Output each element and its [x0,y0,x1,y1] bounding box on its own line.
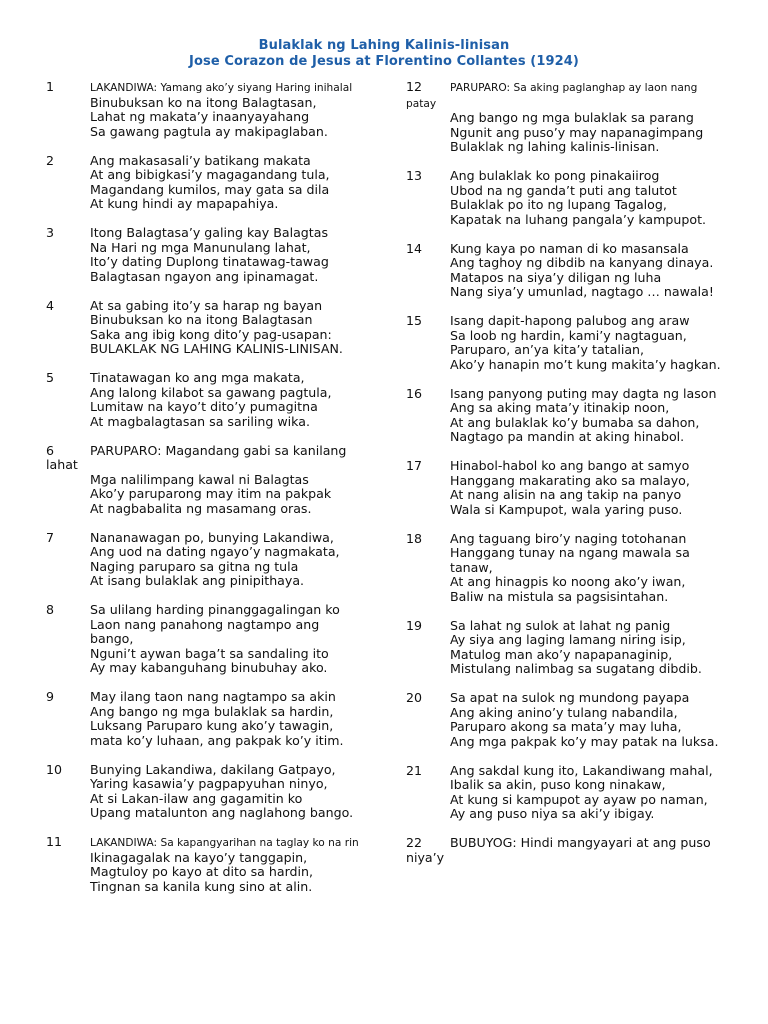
verse-line: Nagtago pa mandin at aking hinabol. [450,429,685,444]
verse-line: Ang aking anino’y tulang nabandila, [450,704,678,720]
stanza-11 [46,835,364,894]
verse-line: At ang bibigkasi’y magagandang tula, [90,167,330,182]
verse-line: Ubod na ng ganda’t puti ang talutot [450,182,677,198]
stanza-number: 6 [46,442,55,458]
verse-line: At isang bulaklak ang pinipithaya. [90,573,305,588]
stanza-number: 11 [46,834,63,849]
stanza-number: 8 [46,602,55,617]
verse-line: Ang bango ng mga bulaklak sa parang [450,110,694,125]
verse-line: LAKANDIWA: Sa kapangyarihan na taglay ko na rin [90,837,359,849]
poem-authors: Jose Corazon de Jesus at Florentino Collantes (1924) [189,54,579,69]
stanza-20 [406,691,724,749]
stanza-number: 10 [46,761,63,777]
verse-line: Ang uod na dating ngayo’y nagmakata, [90,544,340,559]
stanza-number: 19 [406,617,423,633]
stanza-15 [406,314,724,372]
verse-line: Sa loob ng hardin, kami’y nagtaguan, [450,327,687,343]
verse-line: Hanggang tunay na ngang mawala sa tanaw, [450,545,690,575]
verse-line: Ang taghoy ng dibdib na kanyang dinaya. [450,255,714,270]
verse-line: Magandang kumilos, may gata sa dila [90,181,330,197]
stanza-12 [406,80,724,155]
stanza-first-line [406,242,724,257]
verse-line: At ang bulaklak ko’y bumaba sa dahon, [450,414,700,430]
verse-line: Ay may kabanguhang binubuhay ako. [90,660,328,675]
verse-line: Nananawagan po, bunying Lakandiwa, [90,529,334,545]
verse-line: Ang mga pakpak ko’y may patak na luksa. [450,733,719,749]
verse-line: Itong Balagtasa’y galing kay Balagtas [90,225,329,240]
stanza-first-line [46,763,364,778]
verse-line: Ako’y hanapin mo’t kung makita’y hagkan. [450,356,721,372]
stanza-19 [406,619,724,677]
verse-line: Sa apat na sulok ng mundong payapa [450,690,690,705]
left-column [46,80,364,909]
right-column [406,80,724,880]
verse-line: At nang alisin na ang takip na panyo [450,487,682,502]
verse-line: Na Hari ng mga Manunulang lahat, [90,239,311,255]
verse-line: Laon nang panahong nagtampo ang bango, [90,616,320,646]
verse-line: Bulaklak po ito ng lupang Tagalog, [450,197,667,212]
verse-line: Tinatawagan ko ang mga makata, [90,370,305,385]
verse-line: Mistulang nalimbag sa sugatang dibdib. [450,661,702,676]
verse-line: Matulog man ako’y napapanaginip, [450,646,673,662]
stanza-first-line [46,690,364,705]
verse-line: Sa gawang pagtula ay makipaglaban. [90,123,328,139]
verse-line: Kung kaya po naman di ko masansala [450,240,689,256]
stanza-4 [46,299,364,357]
stanza-21 [406,764,724,822]
stanza-14 [406,242,724,300]
stanza-number: 14 [406,240,423,256]
stanza-first-line [406,836,724,865]
stanza-6 [46,444,364,517]
stanza-number: 13 [406,168,423,183]
verse-line: Isang panyong puting may dagta ng lason [450,385,717,401]
verse-line: Ang sa aking mata’y itinakip noon, [450,400,670,415]
stanza-first-line [406,764,724,779]
verse-line: Ang lalong kilabot sa gawang pagtula, [90,384,332,400]
verse-line: Ang taguang biro’y naging totohanan [450,530,687,546]
verse-line: Hanggang makarating ako sa malayo, [450,472,690,488]
verse-line: Tingnan sa kanila kung sino at alin. [90,878,313,894]
verse-line: At magbalagtasan sa sariling wika. [90,413,310,429]
stanza-first-line [406,691,724,706]
verse-line: Binubuksan ko na itong Balagtasan, [90,94,317,110]
verse-line: Ibalik sa akin, puso kong ninakaw, [450,777,666,792]
verse-line: Lumitaw na kayo’t dito’y pumagitna [90,399,318,414]
stanza-number: 2 [46,152,55,168]
verse-line: Mga nalilimpang kawal ni Balagtas [90,471,309,487]
stanza-number: 9 [46,689,55,704]
verse-line: PARUPARO: Sa aking paglanghap ay laon nang patay [406,82,698,110]
stanza-first-line [46,154,364,169]
stanza-2 [46,154,364,212]
stanza-first-line [406,532,724,547]
stanza-first-line [406,459,724,474]
verse-line: Naging paruparo sa gitna ng tula [90,558,299,574]
verse-line: Wala si Kampupot, wala yaring puso. [450,501,683,517]
verse-line: Lahat ng makata’y inaanyayahang [90,109,310,124]
stanza-3 [46,226,364,284]
verse-line: BULAKLAK NG LAHING KALINIS-LINISAN. [90,341,343,356]
verse-line: Baliw na mistula sa pagsisintahan. [450,588,669,604]
verse-line: At si Lakan-ilaw ang gagamitin ko [90,790,303,806]
stanza-first-line [46,444,364,473]
stanza-number: 16 [406,385,423,401]
verse-line: Ang sakdal kung ito, Lakandiwang mahal, [450,762,713,778]
stanza-number: 22 [406,835,423,850]
stanza-5 [46,371,364,429]
verse-line: Paruparo akong sa mata’y may luha, [450,719,682,734]
verse-line: BUBUYOG: Hindi mangyayari at ang puso niya’y [406,835,711,865]
stanza-number: 17 [406,458,423,473]
verse-line: mata ko’y luhaan, ang pakpak ko’y itim. [90,732,344,748]
stanza-number: 1 [46,79,55,94]
title-block [0,38,768,70]
stanza-1 [46,80,364,139]
stanza-number: 4 [46,297,55,313]
verse-line: Bunying Lakandiwa, dakilang Gatpayo, [90,761,336,777]
stanza-7 [46,531,364,589]
stanza-16 [406,387,724,445]
stanza-first-line [46,226,364,241]
verse-line: Yaring kasawia’y pagpapyuhan ninyo, [90,776,328,791]
verse-line: Ay ang puso niya sa aki’y ibigay. [450,806,655,821]
stanza-number: 15 [406,313,423,328]
verse-line: Balagtasan ngayon ang ipinamagat. [90,268,319,284]
stanza-first-line [46,603,364,618]
verse-line: At ang hinagpis ko noong ako’y iwan, [450,574,686,589]
verse-line: Nang siya’y umunlad, nagtago … nawala! [450,284,714,299]
verse-line: Ang bulaklak ko pong pinakaiirog [450,168,660,183]
stanza-number: 7 [46,529,55,545]
stanza-first-line [406,169,724,184]
stanza-17 [406,459,724,517]
stanza-first-line [406,619,724,634]
stanza-10 [46,763,364,821]
stanza-first-line [46,835,364,851]
verse-line: Sa lahat ng sulok at lahat ng panig [450,617,671,633]
verse-line: Ang makasasali’y batikang makata [90,152,311,168]
stanza-first-line [46,299,364,314]
verse-line: At sa gabing ito’y sa harap ng bayan [90,297,323,313]
verse-line: PARUPARO: Magandang gabi sa kanilang lahat [46,442,347,472]
verse-line: Ako’y paruparong may itim na pakpak [90,486,332,501]
verse-line: Bulaklak ng lahing kalinis-linisan. [450,139,660,154]
stanza-first-line [46,371,364,386]
verse-line: Saka ang ibig kong dito’y pag-usapan: [90,326,332,342]
verse-line: LAKANDIWA: Yamang ako’y siyang Haring inihalal [90,82,353,94]
stanza-first-line [406,387,724,402]
stanza-22 [406,836,724,865]
verse-line: Isang dapit-hapong palubog ang araw [450,313,690,328]
verse-line: Ngunit ang puso’y may napanagimpang [450,124,704,140]
verse-line: Ikinagagalak na kayo’y tanggapin, [90,849,308,865]
stanza-first-line [406,314,724,329]
stanza-first-line [46,80,364,96]
stanza-first-line [46,531,364,546]
verse-line: Luksang Paruparo kung ako’y tawagin, [90,718,334,733]
stanza-18 [406,532,724,605]
verse-line: At kung si kampupot ay ayaw po naman, [450,791,708,807]
verse-line: At kung hindi ay mapapahiya. [90,196,279,211]
verse-line: Ay siya ang laging lamang niring isip, [450,632,686,647]
verse-line: Ito’y dating Duplong tinatawag-tawag [90,254,329,269]
stanza-9 [46,690,364,748]
stanza-13 [406,169,724,227]
stanza-first-line [406,80,724,111]
verse-line: Kapatak na luhang pangala’y kampupot. [450,211,707,227]
verse-line: Nguni’t aywan baga’t sa sandaling ito [90,645,329,661]
poem-title: Bulaklak ng Lahing Kalinis-linisan [258,38,510,53]
verse-line: Binubuksan ko na itong Balagtasan [90,312,313,327]
verse-line: Sa ulilang harding pinanggagalingan ko [90,602,340,617]
verse-line: At nagbabalita ng masamang oras. [90,500,312,516]
verse-line: Hinabol-habol ko ang bango at samyo [450,458,690,473]
verse-line: Ang bango ng mga bulaklak sa hardin, [90,703,334,719]
stanza-number: 3 [46,225,55,240]
stanza-number: 21 [406,762,423,778]
verse-line: May ilang taon nang nagtampo sa akin [90,689,336,704]
verse-line: Paruparo, an’ya kita’y tatalian, [450,342,645,357]
stanza-number: 5 [46,370,55,385]
stanza-number: 12 [406,79,423,94]
verse-line: Magtuloy po kayo at dito sa hardin, [90,864,314,879]
stanza-number: 18 [406,530,423,546]
stanza-8 [46,603,364,676]
stanza-number: 20 [406,690,423,705]
verse-line: Upang matalunton ang naglahong bango. [90,805,354,820]
verse-line: Matapos na siya’y diligan ng luha [450,269,662,285]
